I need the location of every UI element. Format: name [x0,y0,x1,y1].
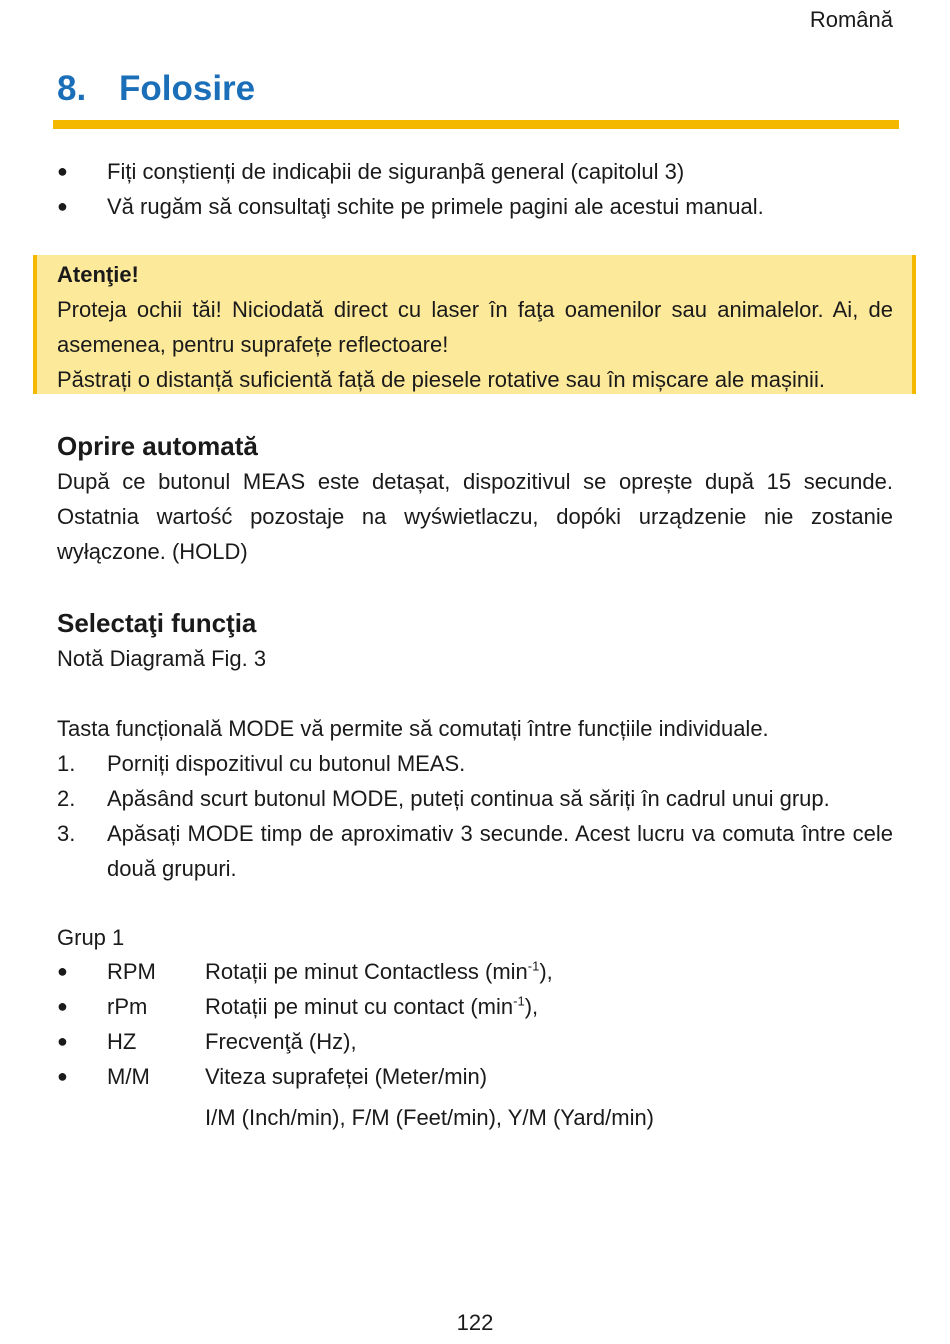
function-description: Rotații pe minut cu contact $(\min^{-1})$, [205,993,539,1019]
mode-intro: Tasta funcțională MODE vă permite să comutați între funcțiile individuale. [57,716,769,741]
function-code: ● RPM [107,959,156,984]
function-description: Frecvenţă (Hz), [205,1029,357,1054]
step-text: Apăsați MODE timp de aproximativ 3 secunde. Acest lucru va comuta între cele două grupuri. [107,821,893,881]
function-code: ● M/M [107,1064,150,1089]
step-text: Porniți dispozitivul cu butonul MEAS. [107,751,466,776]
chapter-number: 8. [57,69,87,108]
chapter-title: Folosire [119,69,256,108]
function-code: ● HZ [107,1029,137,1054]
step-item [57,781,893,816]
page-number: 122 [456,1310,494,1335]
group-function-list [57,954,897,1094]
group-item [57,1059,897,1094]
warning-box-right-bar [912,255,916,394]
diagram-note: Notă Diagramă Fig. 3 [57,646,267,671]
intro-bullet-item: ● Vă rugăm să consultaţi schite pe primele pagini ale acestui manual. [57,189,897,224]
auto-off-section [57,428,893,569]
auto-off-text: După ce butonul MEAS este detașat, dispozitivul se oprește după 15 secunde. Ostatnia wartość pozostaje na wyświetlaczu, dopóki urządzenie nie zostanie wyłączone. (HOLD) [57,469,893,564]
intro-bullet-list [57,154,897,224]
step-number: 1. [57,751,76,776]
chapter-heading [57,64,255,114]
function-description: Rotații pe minut Contactless $(\min^{-1})$, [205,958,553,984]
warning-text: Proteja ochii tăi! Niciodată direct cu laser în faţa oamenilor sau animalelor. Ai, de asemenea, pentru suprafețe reflectoare! [57,297,893,357]
step-number: 2. [57,786,76,811]
warning-text-distance: Păstrați o distanță suficientă față de piesele rotative sau în mișcare ale mașinii. [57,367,825,392]
step-text: Apăsând scurt butonul MODE, puteți continua să săriți în cadrul unui grup. [107,786,830,811]
step-item [57,816,893,886]
warning-box-left-bar [33,255,37,394]
step-number: 3. [57,821,76,846]
warning-box [33,255,916,394]
function-description: Viteza suprafeței (Meter/min) [205,1064,488,1089]
auto-off-heading: Oprire automată [57,431,258,461]
chapter-divider [53,120,899,129]
surface-speed-units: I/M (Inch/min), F/M (Feet/min), Y/M (Yard/min) [205,1105,655,1130]
group-item [57,1024,897,1059]
select-function-section [57,605,893,676]
function-code: ● rPm [107,994,148,1019]
group-item [57,954,897,989]
group-label: Grup 1 [57,925,125,950]
steps-list [57,746,893,886]
language-label: Română [809,7,893,32]
select-function-heading: Selectaţi funcţia [57,608,257,638]
intro-bullet-item: ● Fiți conștienți de indicaþii de siguranþã general (capitolul 3) [57,154,897,189]
warning-title: Atenţie! [57,262,139,287]
step-item [57,746,893,781]
group-item [57,989,897,1024]
